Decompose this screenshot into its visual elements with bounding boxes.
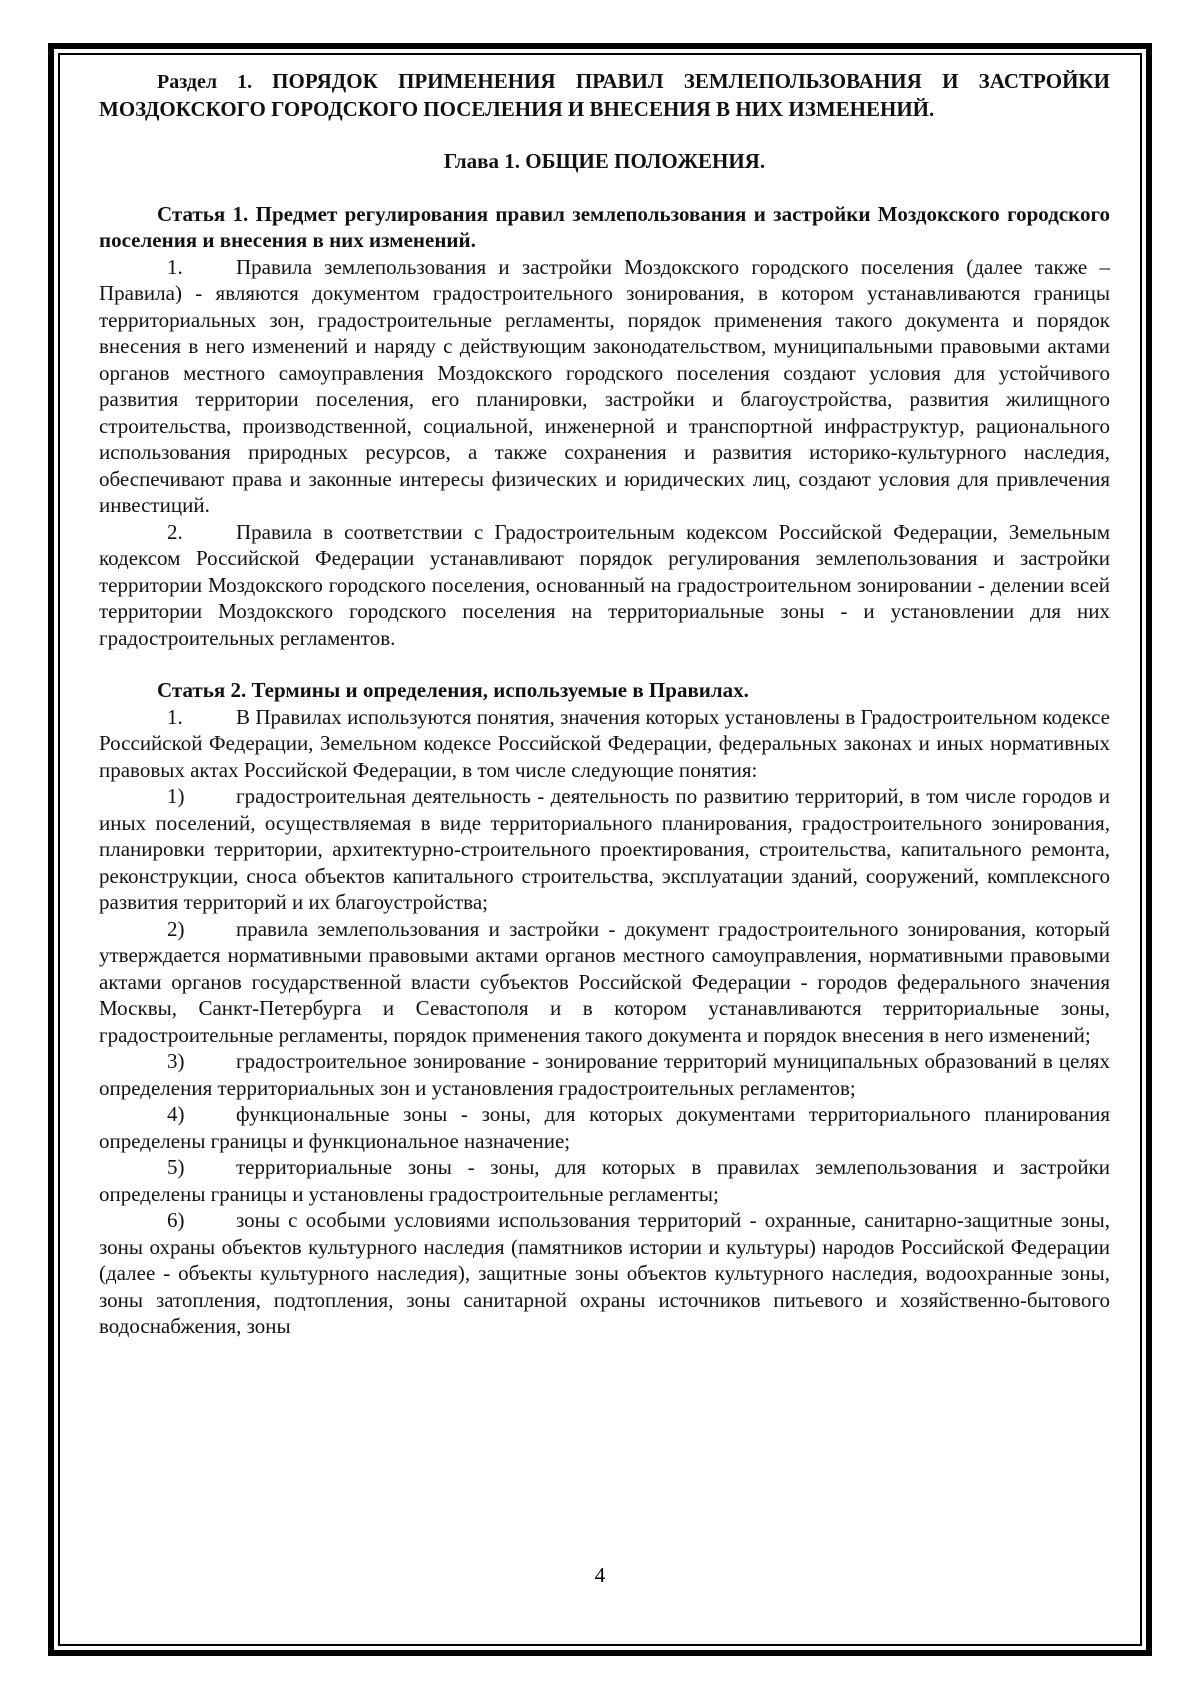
section-heading: [99, 68, 1110, 122]
article-1-item-1: [99, 254, 1110, 519]
item-text: Правила землепользования и застройки Моздокского городского поселения (далее также – Правила) - являются документом градостроительного зонирования, в котором устанавливаются границы территориальных зон, градостроительные регламенты, порядок применения такого документа и порядок внесения в него изменений и наряду с действующим законодательством, муниципальными правовыми актами органов местного самоуправления Моздокского городского поселения создают условия для устойчивого развития территории поселения, его планировки, застройки и благоустройства, развития жилищного строительства, производственной, социальной, инженерной и транспортной инфраструктур, рационального использования природных ресурсов, а также сохранения и развития историко-культурного наследия, обеспечивают права и законные интересы физических и юридических лиц, создают условия для привлечения инвестиций.: [99, 254, 1110, 517]
item-number: 2.: [167, 519, 183, 544]
term-text: градостроительная деятельность - деятельность по развитию территорий, в том числе городов и иных поселений, осуществляемая в виде территориального планирования, градостроительного зонирования, планировки территории, архитектурно-строительного проектирования, строительства, капитального ремонта, реконструкции, сноса объектов капитального строительства, эксплуатации зданий, сооружений, комплексного развития территорий и их благоустройства;: [99, 784, 1110, 914]
term-number: 3): [167, 1049, 185, 1073]
item-text: Правила в соответствии с Градостроительным кодексом Российской Федерации, Земельным кодексом Российской Федерации устанавливают порядок регулирования землепользования и застройки территории Моздокского городского поселения, основанный на градостроительном зонировании - делении всей территории Моздокского городского поселения на территориальные зоны - и установлении для них градостроительных регламентов.: [99, 519, 1110, 650]
document-body: [99, 68, 1110, 1340]
term-text: правила землепользования и застройки - документ градостроительного зонирования, который утверждается нормативными правовыми актами органов местного самоуправления, нормативными правовыми актами органов государственной власти субъектов Российской Федерации - городов федерального значения Москвы, Санкт-Петербурга и Севастополя и в котором устанавливаются территориальные зоны, градостроительные регламенты, порядок применения такого документа и порядок внесения в него изменений;: [99, 916, 1110, 1047]
item-text: В Правилах используются понятия, значения которых установлены в Градостроительном кодексе Российской Федерации, Земельном кодексе Российской Федерации, федеральных законах и иных нормативных правовых актах Российской Федерации, в том числе следующие понятия:: [99, 704, 1110, 782]
spacer: [99, 651, 1110, 677]
term-text: территориальные зоны - зоны, для которых в правилах землепользования и застройки определены границы и установлены градостроительные регламенты;: [99, 1155, 1110, 1206]
term-item: [99, 1154, 1110, 1207]
article-2-intro: [99, 704, 1110, 784]
term-item: [99, 916, 1110, 1049]
article-2-title: Статья 2. Термины и определения, используемые в Правилах.: [157, 678, 749, 702]
article-1-title: Статья 1. Предмет регулирования правил землепользования и застройки Моздокского городского поселения и внесения в них изменений.: [99, 201, 1110, 252]
item-number: 1.: [167, 254, 183, 279]
section-lead: Раздел 1.: [157, 71, 273, 93]
term-item: [99, 783, 1110, 916]
term-text: функциональные зоны - зоны, для которых документами территориального планирования определены границы и функциональное назначение;: [99, 1102, 1110, 1153]
term-text: зоны с особыми условиями использования территорий - охранные, санитарно-защитные зоны, зоны охраны объектов культурного наследия (памятников истории и культуры) народов Российской Федерации (далее - объекты культурного наследия), защитные зоны объектов культурного наследия, водоохранные зоны, зоны затопления, подтопления, зоны санитарной охраны источников питьевого и хозяйственно-бытового водоснабжения, зоны: [99, 1208, 1110, 1338]
term-item: [99, 1101, 1110, 1154]
term-number: 2): [167, 916, 185, 941]
page-number: 4: [594, 1563, 606, 1587]
term-number: 6): [167, 1208, 185, 1232]
section-title: ПОРЯДОК ПРИМЕНЕНИЯ ПРАВИЛ ЗЕМЛЕПОЛЬЗОВАНИЯ И ЗАСТРОЙКИ МОЗДОКСКОГО ГОРОДСКОГО ПОСЕЛЕНИЯ И ВНЕСЕНИЯ В НИХ ИЗМЕНЕНИЙ.: [99, 69, 1110, 121]
article-1-item-2: [99, 519, 1110, 652]
term-number: 4): [167, 1102, 185, 1126]
chapter-heading: Глава 1. ОБЩИЕ ПОЛОЖЕНИЯ.: [443, 149, 766, 173]
term-number: 1): [167, 784, 185, 808]
term-item: [99, 1048, 1110, 1101]
term-number: 5): [167, 1155, 185, 1179]
item-number: 1.: [167, 704, 183, 729]
term-item: [99, 1207, 1110, 1340]
term-text: градостроительное зонирование - зонирование территорий муниципальных образований в целях определения территориальных зон и установления градостроительных регламентов;: [99, 1049, 1110, 1100]
